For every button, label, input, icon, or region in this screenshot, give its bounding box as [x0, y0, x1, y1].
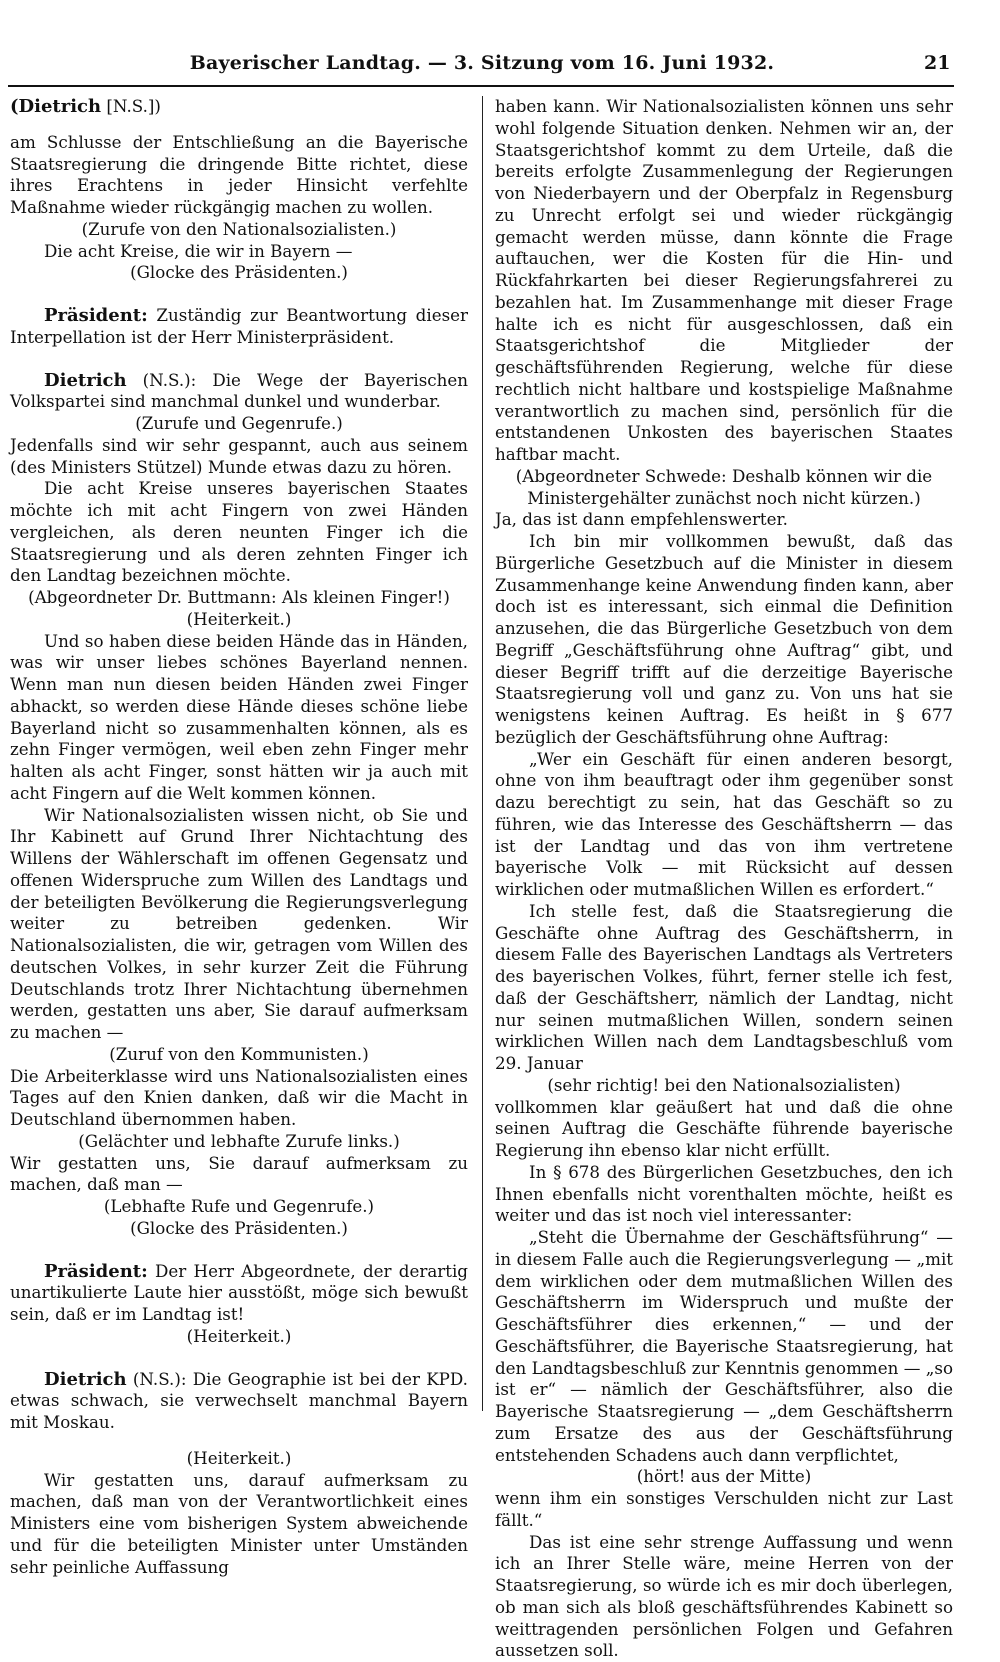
interjection: (Heiterkeit.): [10, 1326, 468, 1348]
speech-president: [10, 305, 468, 349]
paragraph: Ja, das ist dann empfehlenswerter.: [495, 509, 953, 531]
interjection: (Zurufe und Gegenrufe.): [10, 413, 468, 435]
speech-dietrich: [10, 370, 468, 414]
interjection: (Heiterkeit.): [10, 609, 468, 631]
paragraph: Die acht Kreise unseres bayerischen Staates möchte ich mit acht Fingern von zwei Händen vergleichen, als deren neunten Finger ich die Staatsregierung und als deren zehnten Finger ich den Landtag bezeichnen möchte.: [10, 478, 468, 587]
paragraph: Die acht Kreise, die wir in Bayern —: [10, 241, 468, 263]
speaker-continuation: [10, 96, 468, 118]
interjection: (Abgeordneter Schwede: Deshalb können wir die Ministergehälter zunächst noch nicht kürzen.): [495, 466, 953, 510]
header-rule: [8, 85, 954, 87]
paragraph: Wir gestatten uns, Sie darauf aufmerksam zu machen, daß man —: [10, 1153, 468, 1197]
paragraph: Wir Nationalsozialisten wissen nicht, ob Sie und Ihr Kabinett auf Grund Ihrer Nichtachtung des Willens der Wählerschaft im offenen Gegensatz und offenen Widerspruche zum Willen des Landtags und der beteiligten Bevölkerung die Regierungsverlegung weiter zu betreiben gedenken. Wir Nationalsozialisten, die wir, getragen vom Willen des deutschen Volkes, in sehr kurzer Zeit die Führung Deutschlands trotz Ihrer Nichtachtung übernehmen werden, gestatten uns aber, Sie darauf aufmerksam zu machen —: [10, 805, 468, 1044]
speech-dietrich: [10, 1369, 468, 1434]
interjection: (Zuruf von den Kommunisten.): [10, 1044, 468, 1066]
column-divider: [482, 96, 483, 1411]
right-column: [495, 96, 953, 1662]
speaker-name: Präsident:: [44, 1261, 148, 1282]
page-number: 21: [924, 52, 950, 74]
speaker-party: (N.S.):: [133, 1369, 187, 1389]
paragraph: Jedenfalls sind wir sehr gespannt, auch aus seinem (des Ministers Stützel) Munde etwas dazu zu hören.: [10, 435, 468, 479]
speaker-party: (N.S.):: [143, 370, 197, 390]
paragraph: vollkommen klar geäußert hat und daß die ohne seinen Auftrag die Geschäfte führende bayerische Regierung ihn ebenso klar nicht erfüllt.: [495, 1097, 953, 1162]
paragraph: Das ist eine sehr strenge Auffassung und wenn ich an Ihrer Stelle wäre, meine Herren von der Staatsregierung, so würde ich es mir doch überlegen, ob man sich als bloß geschäftsführendes Kabinett so weittragenden persönlichen Folgen und Gefahren aussetzen soll.: [495, 1532, 953, 1662]
left-column: [10, 96, 468, 1578]
interjection: (Heiterkeit.): [10, 1448, 468, 1470]
interjection: (Zurufe von den Nationalsozialisten.): [10, 219, 468, 241]
paragraph: am Schlusse der Entschließung an die Bayerische Staatsregierung die dringende Bitte richtet, diese ihres Erachtens in jeder Hinsicht verfehlte Maßnahme wieder rückgängig machen zu wollen.: [10, 132, 468, 219]
speech-text: Die Geographie ist bei der KPD. etwas schwach, sie verwechselt manchmal Bayern mit Moskau.: [10, 1369, 468, 1433]
interjection: (Glocke des Präsidenten.): [10, 262, 468, 284]
speaker-name: Dietrich: [44, 370, 127, 391]
paragraph: Ich bin mir vollkommen bewußt, daß das Bürgerliche Gesetzbuch auf die Minister in diesem Zusammenhange keine Anwendung finden kann, aber doch ist es interessant, sich einmal die Definition anzusehen, die das Bürgerliche Gesetzbuch von dem Begriff „Geschäftsführung ohne Auftrag“ gibt, und dieser Begriff trifft auf die derzeitige Bayerische Staatsregierung voll und ganz zu. Von uns hat sie wenigstens keinen Auftrag. Es heißt in § 677 bezüglich der Geschäftsführung ohne Auftrag:: [495, 531, 953, 749]
legal-quote: „Wer ein Geschäft für einen anderen besorgt, ohne von ihm beauftragt oder ihm gegenüber sonst dazu berechtigt zu sein, hat das Geschäft so zu führen, wie das Interesse des Geschäftsherrn — das ist der Landtag und das von ihm vertretene bayerische Volk — mit Rücksicht auf dessen wirklichen oder mutmaßlichen Willen es erfordert.“: [495, 749, 953, 901]
interjection: (hört! aus der Mitte): [495, 1466, 953, 1488]
speech-text: Zuständig zur Beantwortung dieser Interpellation ist der Herr Ministerpräsident.: [10, 305, 468, 347]
speech-president: [10, 1261, 468, 1326]
speaker-name: Präsident:: [44, 305, 148, 326]
paragraph: In § 678 des Bürgerlichen Gesetzbuches, den ich Ihnen ebenfalls nicht vorenthalten möchte, heißt es weiter und das ist noch viel interessanter:: [495, 1162, 953, 1227]
paragraph: haben kann. Wir Nationalsozialisten können uns sehr wohl folgende Situation denken. Nehmen wir an, der Staatsgerichtshof kommt zu dem Urteile, daß die bereits erfolgte Zusammenlegung der Regierungen von Niederbayern und der Oberpfalz in Regensburg zu Unrecht erfolgt sei und wieder rückgängig gemacht werden müsse, dann könnte die Frage auftauchen, wer die Kosten für die Hin- und Rückfahrkarten bei dieser Regierungsfahrerei zu bezahlen hat. Im Zusammenhange mit dieser Frage halte ich es nicht für ausgeschlossen, daß ein Staatsgerichtshof die Mitglieder der geschäftsführenden Regierung, welche für diese rechtlich nicht haltbare und kostspielige Maßnahme verantwortlich zu machen sind, persönlich für die entstandenen Unkosten des bayerischen Staates haftbar macht.: [495, 96, 953, 466]
paragraph: Die Arbeiterklasse wird uns Nationalsozialisten eines Tages auf den Knien danken, daß wir die Macht in Deutschland übernommen haben.: [10, 1066, 468, 1131]
speaker-name: (Dietrich: [10, 96, 101, 117]
speech-text: Der Herr Abgeordnete, der derartig unartikulierte Laute hier ausstößt, möge sich bewußt sein, daß er im Landtag ist!: [10, 1261, 468, 1325]
paragraph: Wir gestatten uns, darauf aufmerksam zu machen, daß man von der Verantwortlichkeit eines Ministers eine vom bisherigen System abweichende und für die beteiligten Minister unter Umständen sehr peinliche Auffassung: [10, 1470, 468, 1579]
interjection: (Gelächter und lebhafte Zurufe links.): [10, 1131, 468, 1153]
interjection: (sehr richtig! bei den Nationalsozialisten): [495, 1075, 953, 1097]
speaker-name: Dietrich: [44, 1369, 127, 1390]
running-header: Bayerischer Landtag. — 3. Sitzung vom 16. Juni 1932.: [8, 52, 956, 74]
paragraph: Und so haben diese beiden Hände das in Händen, was wir unser liebes schönes Bayerland nennen. Wenn man nun diesen beiden Händen zwei Finger abhackt, so werden diese Hände dieses schöne liebe Bayerland nicht so zusammenhalten können, als es zehn Finger vermögen, weil eben zehn Finger mehr halten als acht Finger, sonst hätten wir ja auch mit acht Fingern auf die Welt kommen können.: [10, 631, 468, 805]
paragraph: wenn ihm ein sonstiges Verschulden nicht zur Last fällt.“: [495, 1488, 953, 1532]
speech-text: Die Wege der Bayerischen Volkspartei sind manchmal dunkel und wunderbar.: [10, 370, 468, 412]
interjection: (Lebhafte Rufe und Gegenrufe.): [10, 1196, 468, 1218]
interjection: (Abgeordneter Dr. Buttmann: Als kleinen Finger!): [10, 587, 468, 609]
paragraph: Ich stelle fest, daß die Staatsregierung die Geschäfte ohne Auftrag des Geschäftsherrn, in diesem Falle des Bayerischen Landtags als Vertreters des bayerischen Volkes, führt, ferner stelle ich fest, daß der Geschäftsherr, nämlich der Landtag, nicht nur seinen mutmaßlichen Willen, sondern seinen wirklichen Willen nach dem Landtagsbeschluß vom 29. Januar: [495, 901, 953, 1075]
speaker-party: [N.S.]): [106, 96, 161, 116]
legal-quote: „Steht die Übernahme der Geschäftsführung“ — in diesem Falle auch die Regierungsverlegung — „mit dem wirklichen oder dem mutmaßlichen Willen des Geschäftsherrn im Widerspruch und mußte der Geschäftsführer dies erkennen,“ — und der Geschäftsführer, die Bayerische Staatsregierung, hat den Landtagsbeschluß zur Kenntnis genommen — „so ist er“ — nämlich der Geschäftsführer, also die Bayerische Staatsregierung — „dem Geschäftsherrn zum Ersatze des aus der Geschäftsführung entstehenden Schadens auch dann verpflichtet,: [495, 1227, 953, 1466]
interjection: (Glocke des Präsidenten.): [10, 1218, 468, 1240]
